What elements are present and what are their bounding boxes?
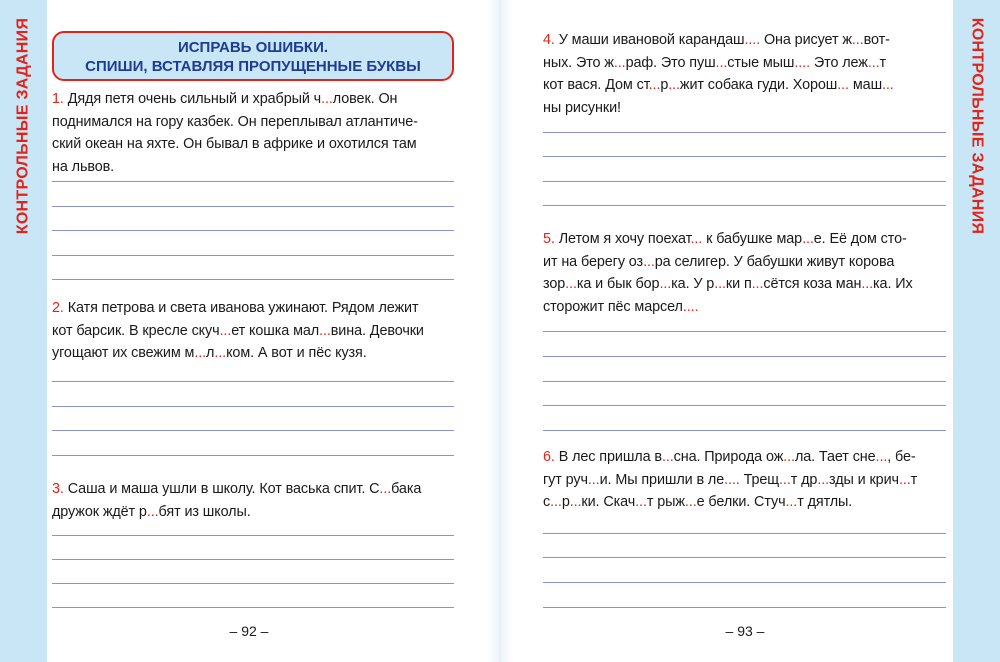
writing-line (543, 607, 946, 608)
text-segment: Она рисует ж (760, 32, 852, 48)
text-segment: т рыж (646, 494, 685, 510)
exercise-number: 3. (52, 481, 64, 497)
text-segment: ка. Их (873, 276, 913, 292)
exercise-text-line (543, 273, 945, 296)
text-segment: зор (543, 276, 566, 292)
writing-line (543, 205, 946, 206)
text-segment: гут руч (543, 471, 588, 488)
missing-letter-marker: ... (779, 471, 791, 488)
missing-letter-marker: .... (682, 298, 699, 315)
missing-letter-marker: ... (817, 471, 830, 488)
text-segment: зды и крич (829, 471, 899, 488)
writing-line (52, 430, 454, 431)
text-segment: ки. Скач (581, 494, 636, 510)
exercise-4 (543, 29, 945, 119)
missing-letter-marker: .... (794, 54, 810, 71)
exercise-text-line (543, 491, 945, 514)
missing-letter-marker: ... (882, 77, 894, 93)
missing-letter-marker: ... (837, 77, 849, 93)
exercise-text-line (543, 74, 945, 97)
text-segment: , бе- (887, 449, 916, 465)
exercise-text-line (543, 52, 945, 75)
missing-letter-marker: ... (802, 231, 814, 247)
missing-letter-marker: ... (587, 471, 600, 488)
text-segment: вина. Девочки (330, 322, 424, 339)
text-segment: ки п (725, 276, 752, 292)
book-gutter (487, 0, 513, 662)
writing-line (52, 455, 454, 456)
text-segment: сётся коза ман (763, 276, 862, 292)
missing-letter-marker: ... (635, 494, 647, 510)
exercise-number: 4. (543, 32, 555, 48)
text-segment: бят из школы. (158, 503, 251, 520)
writing-line (52, 535, 454, 536)
exercise-text-line (543, 296, 945, 319)
writing-line (52, 381, 454, 382)
missing-letter-marker: .... (744, 32, 761, 48)
text-segment: сторожит пёс марсел (543, 298, 683, 315)
text-segment: р (660, 77, 669, 93)
writing-line (543, 156, 946, 157)
missing-letter-marker: .... (724, 471, 740, 488)
missing-letter-marker: ... (715, 54, 728, 71)
exercise-5 (543, 228, 945, 318)
text-segment: Саша и маша ушли в школу. Кот васька спит. С (63, 481, 380, 497)
exercise-text-line (543, 97, 945, 120)
missing-letter-marker: ... (643, 253, 655, 270)
exercise-text-line (543, 446, 945, 469)
writing-line (52, 181, 454, 182)
writing-line (52, 279, 454, 280)
text-segment: угощают их свежим м (52, 345, 195, 361)
exercise-text-line (52, 111, 454, 134)
exercise-number: 6. (543, 449, 555, 465)
text-segment: кот вася. Дом ст (543, 77, 649, 93)
text-segment: и. Мы пришли в ле (599, 471, 725, 488)
exercise-text-line (543, 469, 945, 492)
text-segment: ский океан на яхте. Он бывал в африке и охотился там (52, 136, 417, 152)
text-segment: маш (848, 77, 883, 93)
text-segment: на львов. (52, 158, 115, 175)
text-segment: вот- (863, 32, 890, 48)
exercise-1 (52, 88, 454, 178)
text-segment: к бабушке мар (702, 231, 803, 247)
missing-letter-marker: ... (751, 276, 764, 292)
missing-letter-marker: ... (214, 345, 227, 361)
page-number-right: – 93 – (725, 623, 765, 639)
text-segment: ра селигер. У бабушки живут корова (654, 253, 895, 270)
text-segment: сна. Природа ож (673, 449, 784, 465)
text-segment: ка и бык бор (576, 276, 660, 292)
text-segment: ла. Тает сне (794, 449, 876, 465)
writing-line (543, 582, 946, 583)
text-segment: В лес пришла в (554, 449, 662, 465)
exercise-text-line (52, 342, 454, 365)
writing-line (52, 255, 454, 256)
missing-letter-marker: ... (648, 77, 661, 93)
writing-line (543, 405, 946, 406)
text-segment: кот барсик. В кресле скуч (52, 322, 220, 339)
missing-letter-marker: ... (690, 231, 703, 247)
text-segment: Трещ (739, 471, 780, 488)
missing-letter-marker: ... (321, 91, 333, 107)
left-side-strip (0, 0, 47, 662)
exercise-number: 2. (52, 300, 64, 316)
exercise-text-line (52, 478, 454, 501)
missing-letter-marker: ... (661, 449, 674, 465)
exercise-6 (543, 446, 945, 514)
text-segment: ет кошка мал (231, 322, 320, 339)
writing-line (543, 356, 946, 357)
missing-letter-marker: ... (613, 54, 626, 71)
text-segment: ит на берегу оз (543, 253, 644, 270)
missing-letter-marker: ... (684, 494, 697, 510)
text-segment: е белки. Стуч (696, 494, 786, 510)
writing-line (543, 381, 946, 382)
missing-letter-marker: ... (851, 32, 864, 48)
text-segment: жит собака гуди. Хорош (679, 77, 838, 93)
missing-letter-marker: ... (319, 322, 331, 339)
writing-line (52, 583, 454, 584)
missing-letter-marker: ... (861, 276, 874, 292)
text-segment: л (206, 345, 215, 361)
missing-letter-marker: ... (898, 471, 911, 488)
missing-letter-marker: ... (550, 494, 562, 510)
exercise-text-line (52, 88, 454, 111)
right-side-strip (953, 0, 1000, 662)
text-segment: Летом я хочу поехат (554, 231, 691, 247)
writing-line (543, 331, 946, 332)
exercise-number: 5. (543, 231, 555, 247)
text-segment: Катя петрова и света иванова ужинают. Рядом лежит (63, 300, 419, 316)
missing-letter-marker: ... (875, 449, 888, 465)
writing-line (543, 557, 946, 558)
text-segment: Это леж (809, 54, 868, 71)
exercise-2 (52, 297, 454, 365)
exercise-text-line (52, 133, 454, 156)
text-segment: Дядя петя очень сильный и храбрый ч (63, 91, 322, 107)
exercise-text-line (52, 501, 454, 524)
right-side-label: КОНТРОЛЬНЫЕ ЗАДАНИЯ (968, 17, 985, 235)
missing-letter-marker: ... (379, 481, 392, 497)
left-side-label: КОНТРОЛЬНЫЕ ЗАДАНИЯ (14, 17, 31, 235)
missing-letter-marker: ... (565, 276, 577, 292)
text-segment: т (910, 471, 918, 488)
text-segment: ны рисунки! (543, 99, 621, 116)
text-segment: р (561, 494, 570, 510)
text-segment: стые мыш (727, 54, 795, 71)
task-title-box (52, 31, 454, 81)
missing-letter-marker: ... (714, 276, 726, 292)
writing-line (52, 607, 454, 608)
writing-line (543, 430, 946, 431)
missing-letter-marker: ... (785, 494, 798, 510)
text-segment: е. Её дом сто- (813, 231, 907, 247)
text-segment: т дятлы. (797, 494, 853, 510)
text-segment: дружок ждёт р (52, 503, 147, 520)
task-title-line-2: СПИШИ, ВСТАВЛЯЯ ПРОПУЩЕННЫЕ БУКВЫ (85, 58, 421, 75)
text-segment: т др (790, 471, 818, 488)
writing-line (52, 206, 454, 207)
text-segment: бака (391, 481, 422, 497)
page-number-left: – 92 – (229, 623, 269, 639)
exercise-3 (52, 478, 454, 523)
missing-letter-marker: ... (569, 494, 582, 510)
missing-letter-marker: ... (659, 276, 672, 292)
text-segment: ных. Это ж (543, 54, 614, 71)
writing-line (543, 181, 946, 182)
text-segment: ловек. Он (332, 91, 398, 107)
writing-line (543, 132, 946, 133)
missing-letter-marker: ... (194, 345, 207, 361)
missing-letter-marker: ... (219, 322, 232, 339)
writing-line (52, 559, 454, 560)
text-segment: т (879, 54, 887, 71)
text-segment: раф. Это пуш (625, 54, 716, 71)
missing-letter-marker: ... (783, 449, 795, 465)
exercise-number: 1. (52, 91, 64, 107)
text-segment: ком. А вот и пёс кузя. (226, 345, 367, 361)
missing-letter-marker: ... (867, 54, 880, 71)
text-segment: поднимался на гору казбек. Он переплывал атлантиче- (52, 113, 418, 130)
missing-letter-marker: ... (668, 77, 680, 93)
text-segment: с (543, 494, 551, 510)
exercise-text-line (543, 251, 945, 274)
exercise-text-line (543, 29, 945, 52)
missing-letter-marker: ... (146, 503, 159, 520)
writing-line (52, 230, 454, 231)
exercise-text-line (543, 228, 945, 251)
writing-line (543, 533, 946, 534)
exercise-text-line (52, 320, 454, 343)
exercise-text-line (52, 297, 454, 320)
text-segment: У маши ивановой карандаш (554, 32, 745, 48)
text-segment: ка. У р (671, 276, 715, 292)
exercise-text-line (52, 156, 454, 179)
task-title-line-1: ИСПРАВЬ ОШИБКИ. (177, 39, 329, 56)
writing-line (52, 406, 454, 407)
